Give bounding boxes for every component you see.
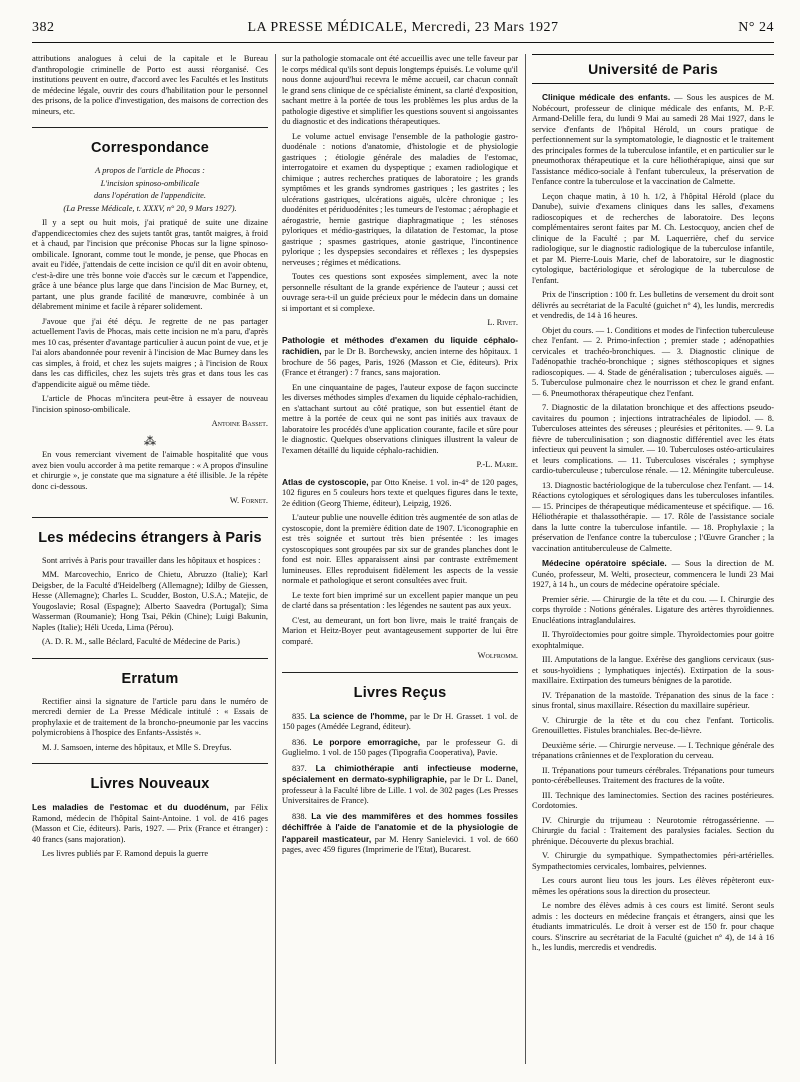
item-number: 838. <box>292 811 307 821</box>
subtitle-reference: (La Presse Médicale, t. XXXV, n° 20, 9 Mars 1927). <box>63 203 237 213</box>
course-text: — Sous la direction de M. Cunéo, professeur, M. Welti, prosecteur, commencera le lundi 23 Mai 1927, à 14 h., un cours de médecine opératoire spéciale. <box>532 559 774 589</box>
section-title-erratum: Erratum <box>121 670 179 687</box>
body-paragraph: Sont arrivés à Paris pour travailler dans les hôpitaux et hospices : <box>42 555 261 565</box>
course-program: Deuxième série. — Chirurgie nerveuse. — I. Technique générale des trépanations crâniennes et de l'exploration du cerveau. <box>532 740 774 760</box>
course-announcement <box>532 92 774 188</box>
body-paragraph: Rectifier ainsi la signature de l'article paru dans le numéro de mercredi dernier de La Presse Médicale intitulé : « Essais de prophylaxie et de traitement de la broncho-pneumonie par les vaccins polymicrobiens à l'hospice des Enfants-Assistés ». <box>32 696 268 737</box>
review-title: Atlas de cystoscopie, <box>282 476 369 487</box>
body-paragraph: En une cinquantaine de pages, l'auteur expose de façon succincte les diverses méthodes simples d'examen du liquide céphalo-rachidien, en s'attachant surtout au côté pratique, son but essentiel étant de mettre à la portée de ceux qui ne sont pas initiés aux travaux de laboratoire les procédés d'une application courante, facile et sûre pour le diagnostic. Quelques observations cliniques illustrent la valeur de l'examen détaillé du liquide céphalo-rachidien. <box>282 382 518 455</box>
body-paragraph: Le nombre des élèves admis à ces cours est limité. Seront seuls admis : les docteurs en médecine français et étrangers, ainsi que les étudiants immatriculés. Le droit à verser est de 150 fr. pour chaque cours. S'inscrire au secrétariat de la Faculté (guichet n° 4), de 14 à 16 h., les lundis, mercredis et vendredis. <box>532 901 774 952</box>
body-paragraph: C'est, au demeurant, un fort bon livre, mais le traité français de Marion et Heitz-Boyer peut avantageusement supporter de lui être comparé. <box>282 615 518 646</box>
course-title: Médecine opératoire spéciale. <box>542 558 667 568</box>
course-program: III. Technique des laminectomies. Section des racines postérieures. Cordotomies. <box>532 790 774 810</box>
body-paragraph: Leçon chaque matin, à 10 h. 1/2, à l'hôpital Hérold (place du Danube), suivie d'examens cliniques dans les salles, d'examens radioscopiques et de recherches de laboratoire. Des leçons complémentaires seront faites par M. Ch. Lestocquoy, ancien chef de clinique de la Faculté ; par M. Laquerrière, chef du service radiologique, sur le diagnostic radiologique de la tuberculose infantile, et par M. Pierre-Louis Marie, chef de laboratoire, sur le diagnostic cytologique, bactériologique et sérologique de la tuberculose de l'enfant. <box>532 191 774 285</box>
section-rule <box>32 763 268 764</box>
body-paragraph: Le texte fort bien imprimé sur un excellent papier manque un peu de clarté dans sa présentation : les légendes ne sautent pas aux yeux. <box>282 590 518 610</box>
book-entry <box>32 802 268 845</box>
body-paragraph: L'article de Phocas m'incitera peut-être à essayer de nouveau l'incision spinoso-ombilicale. <box>32 394 268 414</box>
section-title-universite: Université de Paris <box>588 61 718 77</box>
section-rule <box>32 517 268 518</box>
body-paragraph: Les livres publiés par F. Ramond depuis la guerre <box>42 849 209 858</box>
subtitle-line: L'incision spinoso-ombilicale <box>100 178 200 188</box>
section-title-livres-recus: Livres Reçus <box>353 684 447 701</box>
review-entry <box>282 335 518 379</box>
intro-paragraph: attributions analogues à celui de la capitale et le Bureau d'anthropologie criminelle de Porto est aussi réorganisé. Ces institutions peuvent en outre, d'accord avec les Facultés et les Instituts de médecine légale, ouvrir des cours d'habilitation pour le personnel des prisons, de la police d'investigation, des maisons de correction des mineurs, etc. <box>32 54 268 116</box>
section-title-livres-nouveaux: Livres Nouveaux <box>90 776 210 792</box>
column-separator <box>525 54 526 1064</box>
body-paragraph: Il y a sept ou huit mois, j'ai pratiqué de suite une dizaine d'appendicectomies chez des sujets tantôt gras, tantôt maigres, à froid et à chaud, par l'incision que préconise Phocas sur la ligne spinoso-ombilicale. Ignorant, comme tout le monde, je pense, que Phocas en avait eu l'idée, j'attendais de cette incision ce qu'il dit en avoir obtenu, c'est-à-dire une très bonne voie d'accès sur le cæcum et l'appendice, grâce à une béance plus large que dans l'incision de Mac Burney, et, partant, une plus grande facilité de manœuvre, combinée à un délabrement minime et facile à réparer solidement. <box>32 218 268 311</box>
signature: W. Fornet. <box>229 496 268 505</box>
item-details: par le Dr L. Danel, professeur à la Faculté libre de Lille. 1 vol. de 302 pages (Les Presses Universitaires de France). <box>282 775 518 805</box>
signature: L. Rivet. <box>487 318 518 327</box>
course-program: 13. Diagnostic bactériologique de la tuberculose chez l'enfant. — 14. Réactions cytologiques et sérologiques dans les tuberculoses infantiles. — 15. Principes de thérapeutique médicamenteuse et spécifique. — 16. Héliothérapie et thalassothérapie. — 17. Rôle de l'assistance sociale dans la lutte contre la tuberculose infantile. — 18. Prophylaxie ; la préservation de l'enfance contre la tuberculose ; l'Œuvre Grancher ; la vaccination antituberculeuse de Calmette. <box>532 480 774 553</box>
university-banner <box>532 54 774 84</box>
body-paragraph: Les cours auront lieu tous les jours. Les élèves répèteront eux-mêmes les opérations sous la direction du prosecteur. <box>532 876 774 896</box>
issue-number: N° 24 <box>738 20 774 35</box>
page-number: 382 <box>32 20 55 35</box>
signature: Wolfromm. <box>477 651 518 660</box>
book-title: Les maladies de l'estomac et du duodénum, <box>32 802 229 812</box>
course-program: III. Amputations de la langue. Exérèse des ganglions cervicaux (sus- et sous-hyoïdiens ; lymphatiques injectés). Extirpation de la sous-maxillaire. Extirpation des tumeurs bénignes de la parotide. <box>532 655 774 685</box>
column-1 <box>32 54 268 1064</box>
section-title-correspondance: Correspondance <box>90 140 210 156</box>
received-book-item <box>282 763 518 807</box>
body-paragraph: M. J. Samsoen, interne des hôpitaux, et Mlle S. Dreyfus. <box>42 742 232 752</box>
received-book-item <box>282 737 518 759</box>
subtitle-line: A propos de l'article de Phocas : <box>95 166 205 175</box>
review-details: par Otto Kneise. 1 vol. in-4° de 120 pages, 102 figures en 5 couleurs hors texte et quelques figures dans le texte, 2e édition (Georg Thieme, éditeur), Leipzig, 1926. <box>282 477 518 508</box>
course-text: — Sous les auspices de M. Nobécourt, professeur de clinique médicale des enfants, M. P.-F. Armand-Delille fera, du lundi 9 Mai au samedi 28 Mai 1927, dans le service d'enfants de l'hôpital Hérold, un cours pratique de perfectionnement sur la symptomatologie, le diagnostic et le traitement des principales formes de la tuberculose infantile, et en particulier sur le pneumothorax thérapeutique et la cure héliothérapique, ainsi que sur l'assistance médico-sociale à l'enfant tuberculeux, la préservation de l'enfance contre la tuberculose et la vaccination de Calmette. <box>532 93 774 186</box>
section-rule <box>32 658 268 659</box>
body-paragraph: Prix de l'inscription : 100 fr. Les bulletins de versement du droit sont délivrés au secrétariat de la Faculté (guichet n° 4), les lundis, mercredis et vendredis, de 14 à 16 heures. <box>532 290 774 320</box>
course-program: IV. Chirurgie du trijumeau : Neurotomie rétrogassérienne. — Chirurgie du facial : Traitement des paralysies faciales. Section du phrénique. Découverte du plexus brachial. <box>532 815 774 846</box>
section-rule <box>32 127 268 128</box>
course-program: II. Thyroïdectomies pour goitre simple. Thyroïdectomies pour goitre exophtalmique. <box>532 630 774 650</box>
signature: Antoine Basset. <box>211 419 268 428</box>
review-entry <box>282 477 518 510</box>
course-title: Clinique médicale des enfants. <box>542 92 671 102</box>
column-separator <box>275 54 276 1064</box>
item-title: La chimiothérapie anti infectieuse moderne, spécialement en dermato-syphiligraphie, <box>282 762 518 784</box>
body-paragraph: Le volume actuel envisage l'ensemble de la pathologie gastro-duodénale : notions d'anatomie, d'histologie et de physiologie gastriques ; étiologie générale des maladies de l'estomac, interrogatoire et examen du dyspeptique ; examen radiologique et chimique ; autres recherches pratiques de laboratoire ; les grands symptômes et les grands syndromes gastriques ; les gastrites ; les ulcérations gastriques, ulcérations aiguës, ulcère chronique ; les duodénites et périduodénites ; les tumeurs de l'estomac ; aérophagie et aérogastrie, hernie gastrique diaphragmatique ; les sténoses pyloriques et médio-gastriques, la dilatation de l'estomac, la ptose gastrique ; spasmes gastriques, atonie gastrique, l'incontinence pylorique ; les dyspepsies secondaires et réflexes ; les dyspepsies nerveuses ; régimes et médications. <box>282 131 518 267</box>
review-details: par le Dr B. Borchewsky, ancien interne des hôpitaux. 1 brochure de 56 pages, Paris, 1926 (Masson et Cie, éditeurs). Prix (France et étranger) : 7 francs, sans majoration. <box>282 347 518 377</box>
course-program: 7. Diagnostic de la dilatation bronchique et des affections pseudo-cavitaires du poumon ; injections intratrachéales de lipiodol. — 8. Tuberculoses atteintes des séreuses ; pleurésies et péritonites. — 9. La fièvre de tuberculinisation ; son diagnostic différentiel avec les états infectieux qui peuvent la simuler. — 10. Tuberculoses ostéo-articulaires et leurs complications. — 11. Tuberculoses viscérales ; symphyse cardio-tuberculeuse ; tuberculose rénale. — 12. Méningite tuberculeuse. <box>532 403 774 475</box>
course-announcement <box>532 558 774 591</box>
course-program: IV. Trépanation de la mastoïde. Trépanation des sinus de la face : sinus frontal, sinus maxillaire. Résection du maxillaire supérieur. <box>532 690 774 710</box>
signature: P.-L. Marie. <box>476 460 518 469</box>
body-paragraph: sur la pathologie stomacale ont été accueillis avec une telle faveur par le corps médical qu'ils sont depuis longtemps épuisés. Le volume qu'il nous donne aujourd'hui recevra le même accueil, car chacun connaît le grand sens clinique de ce spécialiste éminent, sa clarté d'exposition, sachant mettre à la portée de tous les problèmes les plus ardus de la pathologie digestive et simplifier les questions souvent si angoissantes du diagnostic et des indications thérapeutiques. <box>282 54 518 126</box>
subtitle-line: dans l'opération de l'appendicite. <box>94 191 206 200</box>
item-details: par le Dr H. Grasset. 1 vol. de 150 pages (Amédée Legrand, éditeur). <box>282 711 518 731</box>
received-book-item <box>282 711 518 733</box>
course-program: V. Chirurgie du sympathique. Sympathectomies péri-artérielles. Sympathectomies cervicales, lombaires, pelviennes. <box>532 851 774 871</box>
course-program: Premier série. — Chirurgie de la tête et du cou. — I. Chirurgie des corps thyroïde : Notions générales. Ligature des artères thyroïdiennes. Enucléations intraglandulaires. <box>532 594 774 625</box>
page-header <box>32 20 774 43</box>
item-details: par le professeur G. di Guglielmo. 1 vol. de 150 pages (Tipografia Cooperativa), Pavie. <box>282 737 518 757</box>
column-2 <box>282 54 518 1064</box>
item-title: Le porpore emorragiche, <box>312 736 421 747</box>
item-title: La vie des mammifères et des hommes fossiles déchiffrée à l'aide de l'anatomie et de la physiologie de l'appareil masticateur, <box>282 810 518 844</box>
item-number: 836. <box>292 737 307 747</box>
body-paragraph: En vous remerciant vivement de l'aimable hospitalité que vous avez bien voulu accorder à ma petite remarque : « A propos d'insuline et chirurgie », je constate que ma signature a été illisible. Je la répète donc ci-dessous. <box>32 450 268 491</box>
course-program: II. Trépanations pour tumeurs cérébrales. Trépanations pour tumeurs ponto-cérébelleuses. Traitement des fractures de la voûte. <box>532 765 774 785</box>
body-paragraph: (A. D. R. M., salle Béclard, Faculté de Médecine de Paris.) <box>42 637 240 646</box>
item-number: 835. <box>292 711 307 721</box>
item-number: 837. <box>292 763 307 773</box>
item-title: La science de l'homme, <box>309 710 407 721</box>
review-title: Pathologie et méthodes d'examen du liquide céphalo-rachidien, <box>282 334 518 356</box>
section-rule <box>282 672 518 673</box>
course-program: V. Chirurgie de la tête et du cou chez l'enfant. Torticolis. Grenouillettes. Fistules branchiales. Bec-de-lièvre. <box>532 715 774 735</box>
body-paragraph: MM. Marcovechio, Enrico de Chietu, Abruzzo (Italie); Karl Deigsber, de la Faculté d'Heidelberg (Allemagne); Idilby de Giessen, Hesse (Allemagne); Charles L. Scudder, Boston, U.S.A.; Matejic, de Yougoslavie; Rosal (Espagne); Alberto Saavedra (Portugal); Sima Wasserman (Roumanie); Hong Tsai, Pékin (Chine); Luigi Bakunin, Naples (Italie); Héli Uceda, Lima (Pérou). <box>32 570 268 632</box>
body-paragraph: J'avoue que j'ai été déçu. Je regrette de ne pas partager actuellement l'avis de Phocas, mais cette incision ne m'a paru, d'après mes 10 cas, présenter d'avantage particulier à aucun point de vue, et je l'ai alors abandonnée pour revenir à l'incision de Mac Burney dans les cas simples, à froid, et chez les sujets maigres ; à l'incision de Roux dans les cas difficiles, chez les sujets très gras et dans tous les cas d'appendicite aiguë ou même tiède. <box>32 316 268 389</box>
book-details: par Félix Ramond, médecin de l'hôpital Saint-Antoine. 1 vol. de 416 pages (Masson et Cie, éditeurs). Paris, 1927. — Prix (France et étranger) : 40 francs (sans majoration). <box>32 803 268 844</box>
body-paragraph: Toutes ces questions sont exposées simplement, avec la note personnelle résultant de la grande expérience de l'auteur ; aussi cet ouvrage sera-t-il un guide précieux pour le médecin dans un domaine si important et si complexe. <box>282 272 518 313</box>
item-details: par M. Henry Sanielevici. 1 vol. de 660 pages, avec 459 figures (Imprimerie de l'Etat), Bucarest. <box>282 834 518 854</box>
column-3 <box>532 54 774 1064</box>
received-book-item <box>282 811 518 856</box>
course-program: Objet du cours. — 1. Conditions et modes de l'infection tuberculeuse chez l'enfant. — 2. Primo-infection ; premier stade ; adénopathies cervicales et trachéo-bronchiques. — 3. Diagnostic clinique de l'adénopathie trachéo-bronchique ; signes stéthoscopiques et signes radioscopiques. — 4. Stade de généralisation ; tuberculoses aiguës. — 5. Tuberculose pulmonaire chez le nourrisson et chez le grand enfant. — 6. Pneumothorax thérapeutique chez l'enfant. <box>532 325 774 398</box>
journal-title: LA PRESSE MÉDICALE, Mercredi, 23 Mars 1927 <box>247 20 559 35</box>
asterism: ⁂ <box>144 433 156 448</box>
body-paragraph: L'auteur publie une nouvelle édition très augmentée de son atlas de cystoscopie, dont la première édition date de 1907. L'iconographie en est très soignée et surtout très bien présentée : les images cystoscopiques sont groupées par six sur de grandes planches dont le fond est noir. Elles apparaissent ainsi par contraste extrêmement lumineuses. Elles reproduisent fidèlement les aspects de la vessie normale et pathologique et seront consultées avec fruit. <box>282 513 518 585</box>
section-title-medecins: Les médecins étrangers à Paris <box>38 529 262 546</box>
